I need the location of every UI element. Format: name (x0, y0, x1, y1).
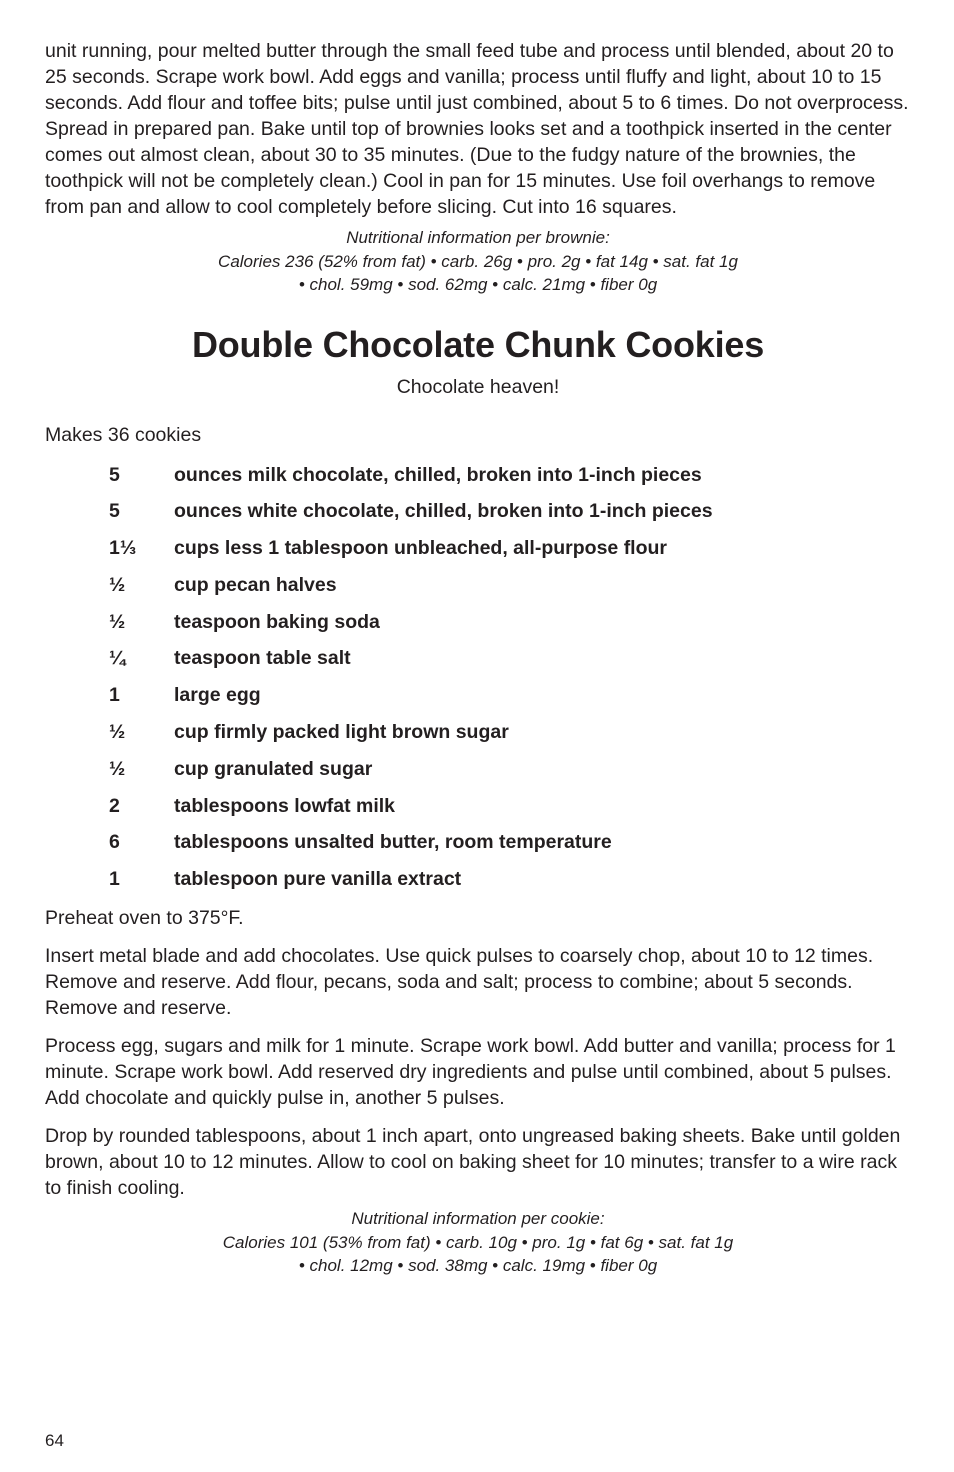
ingredient-row (45, 572, 911, 609)
recipe-title: Double Chocolate Chunk Cookies (191, 323, 765, 365)
ingredient-quantity: ½ (109, 610, 126, 633)
recipe-subtitle: Chocolate heaven! (396, 375, 560, 398)
ingredient-description: tablespoon pure vanilla extract (174, 868, 462, 891)
ingredient-quantity: 2 (109, 794, 120, 817)
ingredient-quantity: 1 (109, 868, 120, 891)
ingredient-row (45, 645, 911, 682)
ingredient-description: ounces white chocolate, chilled, broken into 1-inch pieces (174, 500, 713, 523)
ingredient-quantity: 1 (109, 684, 120, 707)
ingredient-description: large egg (174, 684, 261, 707)
ingredient-quantity: 5 (109, 463, 120, 486)
ingredient-row (45, 756, 911, 793)
ingredient-row (45, 609, 911, 646)
ingredient-row (45, 829, 911, 866)
cookie-nutrition-line-1: Calories 101 (53% from fat) • carb. 10g • pro. 1g • fat 6g • sat. fat 1g (222, 1232, 734, 1252)
recipe-yield: Makes 36 cookies (45, 423, 202, 446)
method-step: Drop by rounded tablespoons, about 1 inch apart, onto ungreased baking sheets. Bake until golden brown, about 10 to 12 minutes. Allow to cool on baking sheet for 10 minutes; transfer to a wire rack to finish cooling. (45, 1125, 901, 1200)
ingredient-list (45, 462, 911, 904)
ingredient-description: tablespoons unsalted butter, room temperature (174, 831, 612, 854)
ingredient-description: teaspoon table salt (174, 647, 351, 670)
cookie-nutrition-heading: Nutritional information per cookie: (351, 1209, 605, 1229)
ingredient-quantity: 5 (109, 500, 120, 523)
page-number: 64 (45, 1431, 64, 1450)
ingredient-description: cup pecan halves (174, 573, 337, 596)
ingredient-row (45, 535, 911, 572)
ingredient-quantity: ½ (109, 757, 126, 780)
brownie-nutrition (45, 226, 911, 297)
brownie-nutrition-heading: Nutritional information per brownie: (346, 228, 610, 247)
method-step: Insert metal blade and add chocolates. Use quick pulses to coarsely chop, about 10 to 12 times. Remove and reserve. Add flour, pecans, soda and salt; process to combine; about 5 seconds. Remove and reserve. (45, 945, 874, 1020)
ingredient-quantity: ¼ (109, 647, 126, 670)
ingredient-row (45, 682, 911, 719)
recipe-page (45, 38, 911, 1278)
ingredient-row (45, 462, 911, 499)
method-step: Process egg, sugars and milk for 1 minute. Scrape work bowl. Add butter and vanilla; process for 1 minute. Scrape work bowl. Add reserved dry ingredients and pulse until combined, about 5 pulses. Add chocolate and quickly pulse in, another 5 pulses. (45, 1035, 896, 1110)
ingredient-quantity: 6 (109, 831, 120, 854)
brownie-nutrition-line-2: • chol. 59mg • sod. 62mg • calc. 21mg • fiber 0g (298, 275, 658, 294)
ingredient-quantity: 1⅓ (109, 537, 137, 560)
brownie-nutrition-line-1: Calories 236 (52% from fat) • carb. 26g • pro. 2g • fat 14g • sat. fat 1g (218, 251, 738, 271)
ingredient-description: cup granulated sugar (174, 757, 373, 780)
ingredient-description: ounces milk chocolate, chilled, broken into 1-inch pieces (174, 463, 702, 486)
cookie-nutrition (45, 1207, 911, 1278)
recipe-method (45, 905, 911, 1201)
ingredient-row (45, 719, 911, 756)
ingredient-quantity: ½ (109, 721, 126, 744)
ingredient-row (45, 498, 911, 535)
ingredient-row (45, 793, 911, 830)
ingredient-description: cups less 1 tablespoon unbleached, all-purpose flour (174, 537, 668, 560)
ingredient-quantity: ½ (109, 573, 126, 596)
ingredient-description: tablespoons lowfat milk (174, 794, 396, 817)
brownie-method-continued: unit running, pour melted butter through the small feed tube and process until blended, about 20 to 25 seconds. Scrape work bowl. Add eggs and vanilla; process until fluffy and light, about 10 to 15 seconds. Add flour and toffee bits; pulse until just combined, about 5 to 6 times. Do not overprocess. Spread in prepared pan. Bake until top of brownies looks set and a toothpick inserted in the center comes out almost clean, about 30 to 35 minutes. (Due to the fudgy nature of the brownies, the toothpick will not be completely clean.) Cool in pan for 15 minutes. Use foil overhangs to remove from pan and allow to cool completely before slicing. Cut into 16 squares. (45, 40, 909, 218)
cookie-nutrition-line-2: • chol. 12mg • sod. 38mg • calc. 19mg • fiber 0g (298, 1256, 658, 1276)
ingredient-description: cup firmly packed light brown sugar (174, 721, 509, 744)
method-step: Preheat oven to 375°F. (45, 907, 244, 930)
ingredient-description: teaspoon baking soda (174, 610, 380, 633)
ingredient-row (45, 866, 911, 903)
